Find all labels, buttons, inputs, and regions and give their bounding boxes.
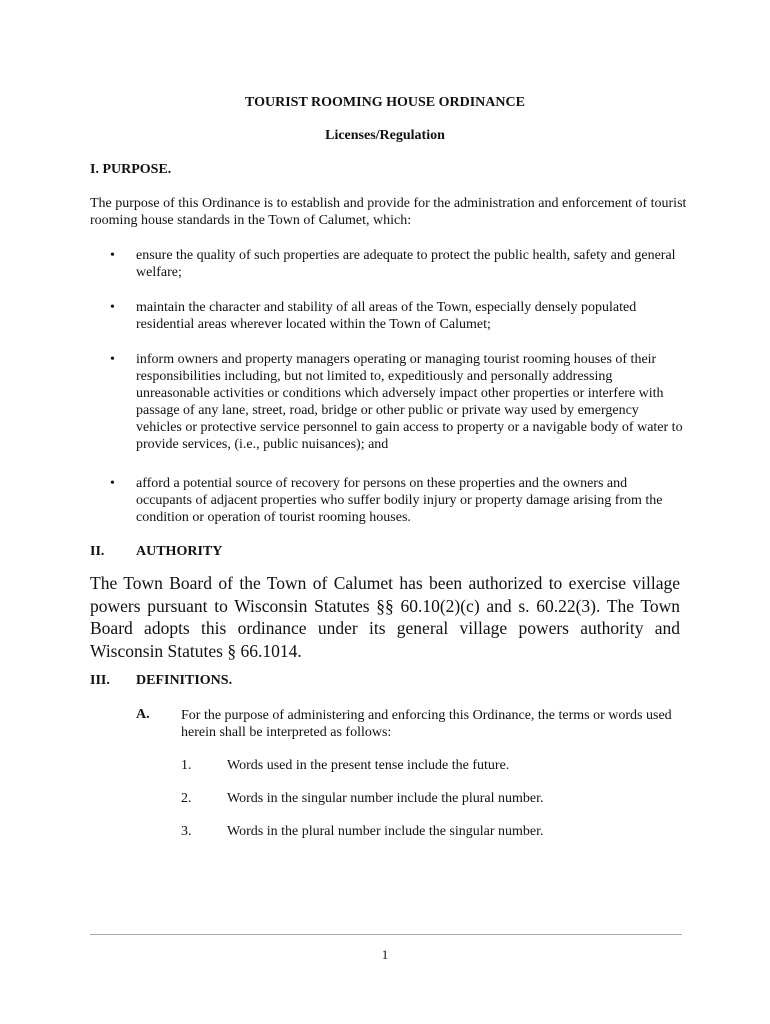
footer-divider	[90, 934, 682, 935]
definition-item-number: 2.	[181, 791, 192, 806]
definitions-number: III.	[90, 673, 110, 688]
purpose-bullet-3: inform owners and property managers operating or managing tourist rooming houses of their responsibilities including, but not limited to, expeditiously and personally addressing unreasonable activities or conditions which adversely impact other properties or interfere with passage of any lane, street, road, bridge or other public or private way used by emergency vehicles or protective service personnel to gain access to property or a navigable body of water to provide services, (i.e., public nuisances); and	[136, 352, 683, 452]
authority-number: II.	[90, 544, 105, 559]
purpose-bullet-4: afford a potential source of recovery for persons on these properties and the owners and occupants of adjacent properties who suffer bodily injury or property damage arising from the condition or operation of tourist rooming houses.	[136, 476, 663, 525]
authority-heading: AUTHORITY	[136, 544, 223, 559]
purpose-heading: I. PURPOSE.	[90, 162, 172, 177]
definitions-heading: DEFINITIONS.	[136, 673, 233, 688]
definition-item-number: 1.	[181, 758, 192, 773]
definition-item-number: 3.	[181, 824, 192, 839]
bullet-marker: •	[110, 476, 115, 491]
bullet-marker: •	[110, 300, 115, 315]
definitions-sub-text: For the purpose of administering and enforcing this Ordinance, the terms or words used herein shall be interpreted as follows:	[181, 708, 672, 740]
definition-item-text: Words used in the present tense include the future.	[227, 758, 510, 773]
bullet-marker: •	[110, 352, 115, 367]
definition-item-text: Words in the singular number include the plural number.	[227, 791, 544, 806]
bullet-marker: •	[110, 248, 115, 263]
purpose-bullet-2: maintain the character and stability of all areas of the Town, especially densely populated residential areas wherever located within the Town of Calumet;	[136, 300, 637, 332]
authority-text: The Town Board of the Town of Calumet has been authorized to exercise village powers pursuant to Wisconsin Statutes §§ 60.10(2)(c) and s. 60.22(3). The Town Board adopts this ordinance under its general village powers authority and Wisconsin Statutes § 66.1014.	[90, 573, 680, 661]
document-title: TOURIST ROOMING HOUSE ORDINANCE	[245, 95, 525, 110]
purpose-intro: The purpose of this Ordinance is to establish and provide for the administration and enforcement of tourist rooming house standards in the Town of Calumet, which:	[90, 196, 687, 228]
definitions-sub-label: A.	[136, 707, 150, 722]
definition-item-text: Words in the plural number include the singular number.	[227, 824, 544, 839]
page-number: 1	[381, 947, 389, 962]
document-subtitle: Licenses/Regulation	[325, 128, 445, 143]
purpose-bullet-1: ensure the quality of such properties are adequate to protect the public health, safety and general welfare;	[136, 248, 676, 280]
